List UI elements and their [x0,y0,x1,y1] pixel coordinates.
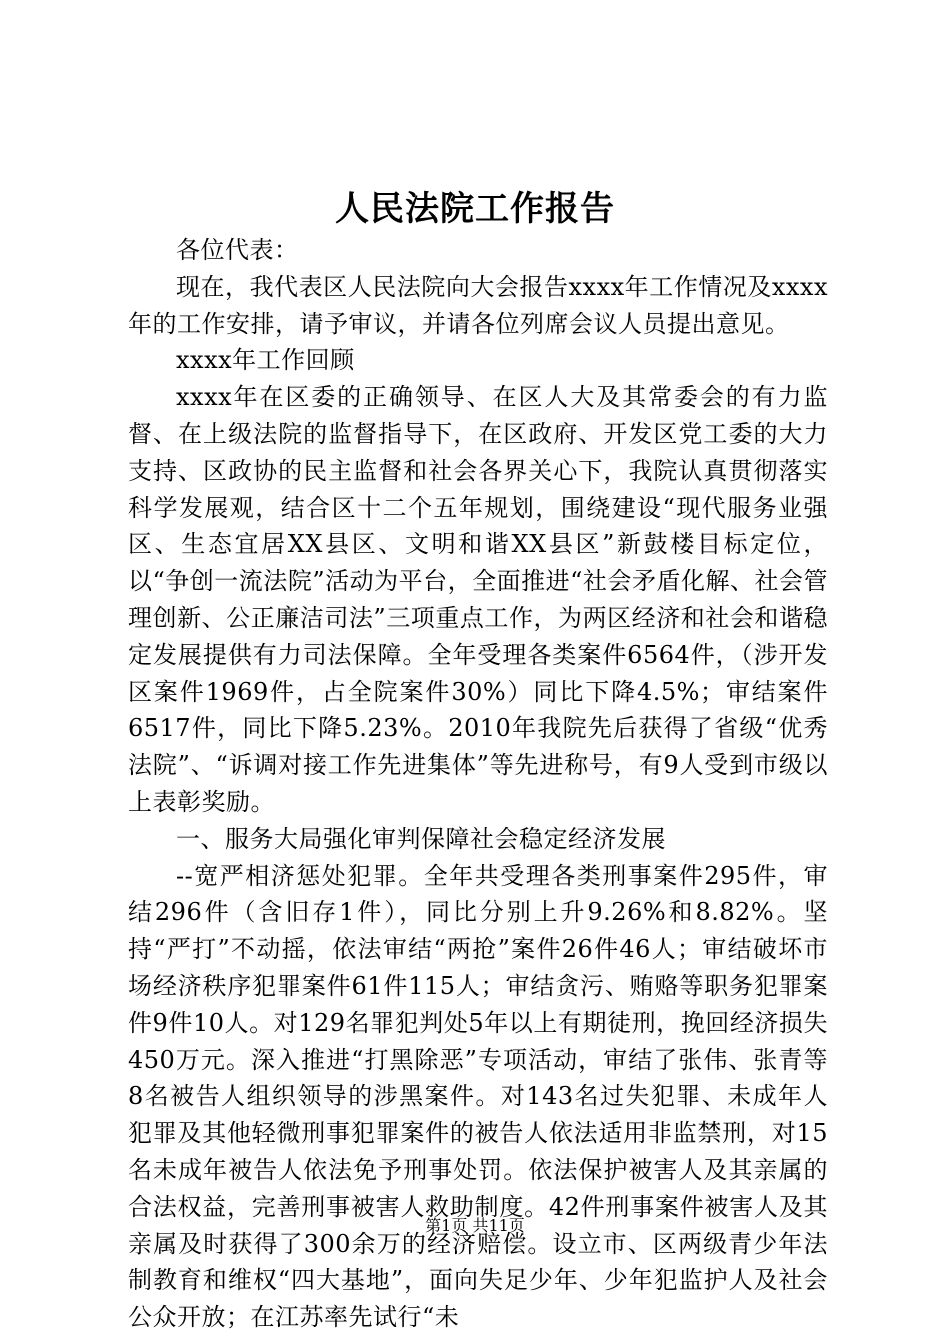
criminal-cases-paragraph: --宽严相济惩处犯罪。全年共受理各类刑事案件295件，审结296件（含旧存1件），同比分别上升9.26%和8.82%。坚持“严打”不动摇，依法审结“两抢”案件26件46人；审结破坏市场经济秩序犯罪案件61件115人；审结贪污、贿赂等职务犯罪案件9件10人。对129名罪犯判处5年以上有期徒刑，挽回经济损失450万元。深入推进“打黑除恶”专项活动，审结了张伟、张青等8名被告人组织领导的涉黑案件。对143名过失犯罪、未成年人犯罪及其他轻微刑事犯罪案件的被告人依法适用非监禁刑，对15名未成年被告人依法免予刑事处罚。依法保护被害人及其亲属的合法权益，完善刑事被害人救助制度。42件刑事案件被害人及其亲属及时获得了300余万的经济赔偿。设立市、区两级青少年法制教育和维权“四大基地”，面向失足少年、少年犯监护人及社会公众开放；在江苏率先试行“未 [128,861,828,1332]
salutation-paragraph: 各位代表： [176,236,299,264]
document-title: 人民法院工作报告 [335,189,615,229]
section-heading-review: xxxx年工作回顾 [176,346,355,375]
section-heading-one: 一、服务大局强化审判保障社会稳定经济发展 [176,824,666,853]
review-paragraph: xxxx年在区委的正确领导、在区人大及其常委会的有力监督、在上级法院的监督指导下，在区政府、开发区党工委的大力支持、区政协的民主监督和社会各界关心下，我院认真贯彻落实科学发展观，结合区十二个五年规划，围绕建设“现代服务业强区、生态宜居XX县区、文明和谐XX县区”新鼓楼目标定位，以“争创一流法院”活动为平台，全面推进“社会矛盾化解、社会管理创新、公正廉洁司法”三项重点工作，为两区经济和社会和谐稳定发展提供有力司法保障。全年受理各类案件6564件，（涉开发区案件1969件，占全院案件30%）同比下降4.5%；审结案件6517件，同比下降5.23%。2010年我院先后获得了省级“优秀法院”、“诉调对接工作先进集体”等先进称号，有9人受到市级以上表彰奖励。 [128,383,828,816]
document-body [128,232,828,1336]
page-footer: 第1页 共11页 [425,1216,525,1235]
intro-paragraph: 现在，我代表区人民法院向大会报告xxxx年工作情况及xxxx年的工作安排，请予审议，并请各位列席会议人员提出意见。 [128,272,828,338]
